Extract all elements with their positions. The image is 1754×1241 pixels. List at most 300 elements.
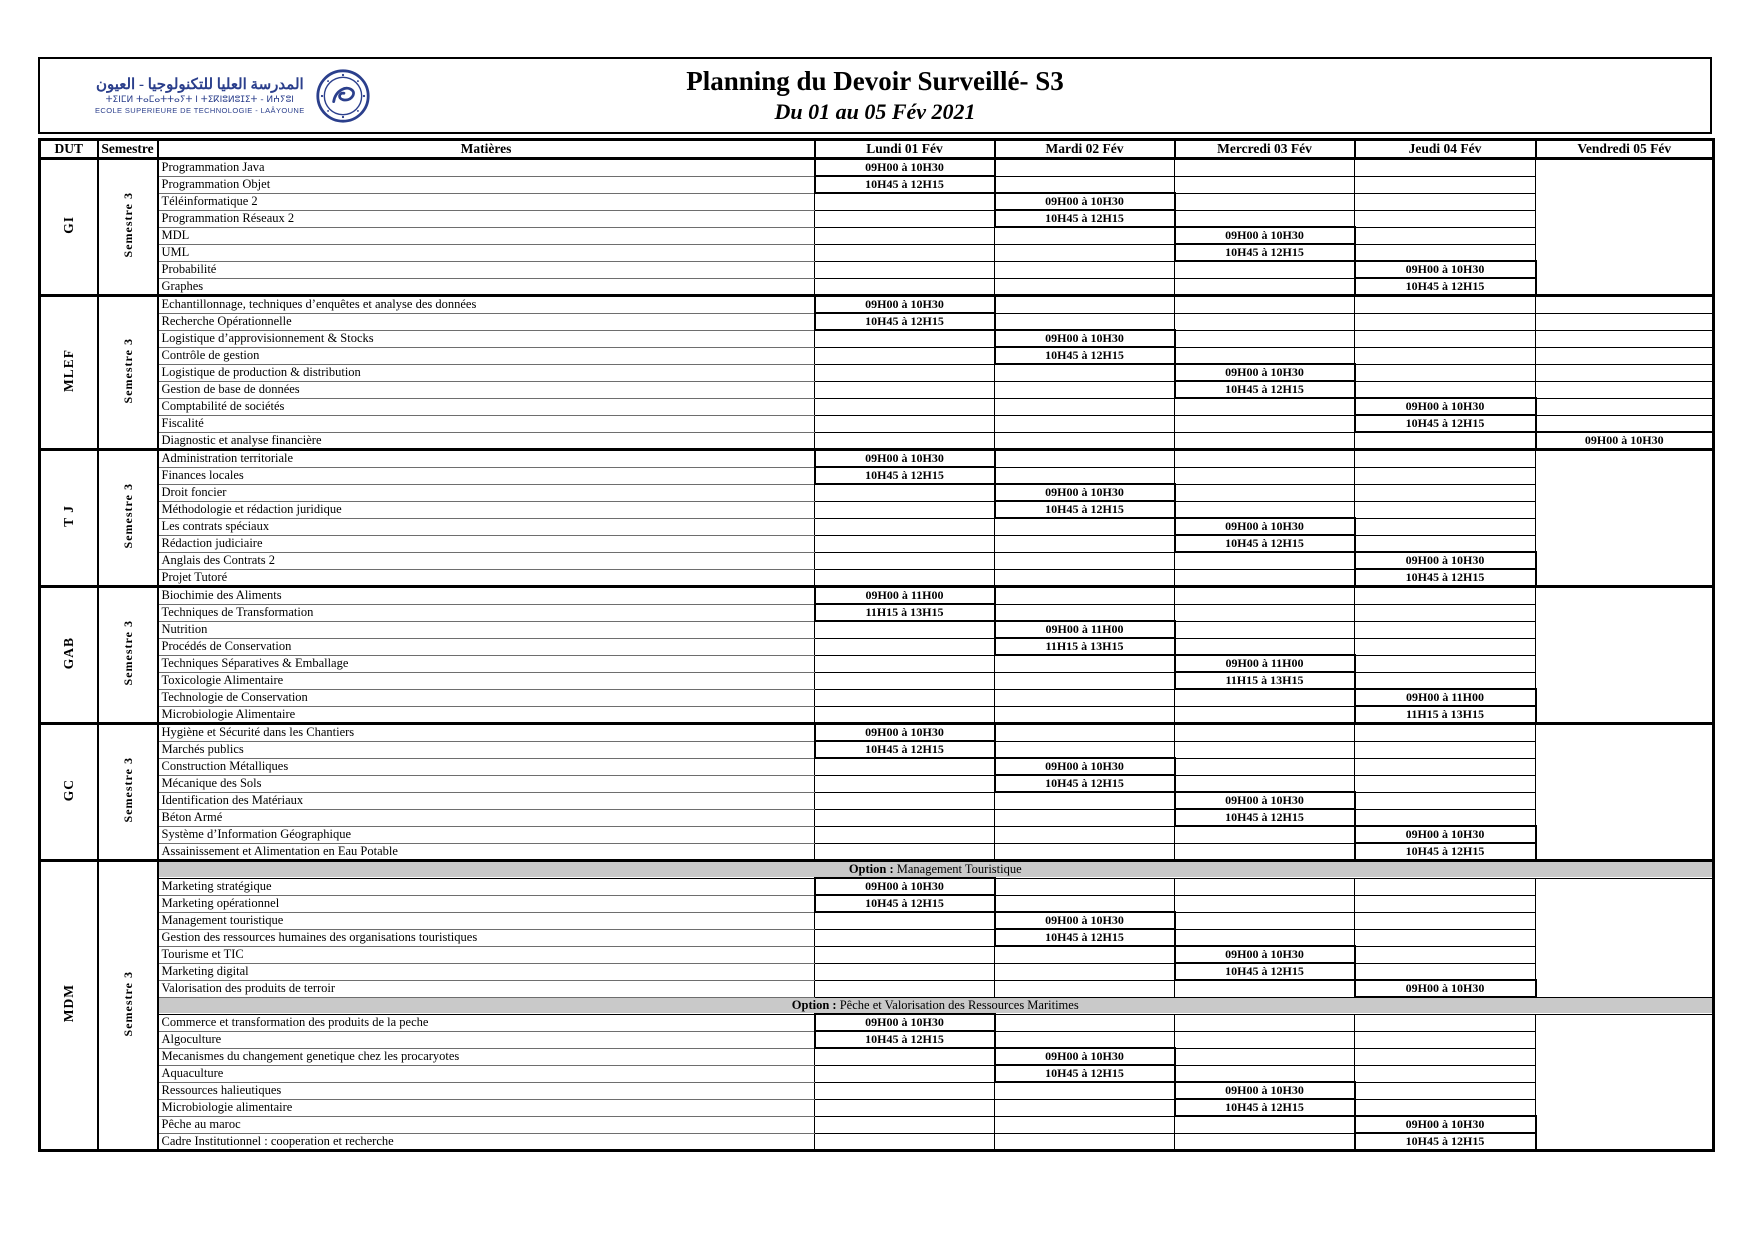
table-row: [40, 364, 1714, 381]
column-header: Semestre: [98, 140, 158, 159]
matiere-cell: Fiscalité: [158, 415, 815, 432]
day-cell: [1355, 193, 1536, 210]
day-cell: [815, 432, 995, 450]
option-prefix: Option :: [791, 998, 837, 1012]
matiere-cell: Algoculture: [158, 1031, 815, 1048]
day-cell: [815, 672, 995, 689]
matiere-cell: Diagnostic et analyse financière: [158, 432, 815, 450]
day-cell: [1536, 364, 1714, 381]
time-cell: 09H00 à 10H30: [995, 758, 1175, 775]
day-cell: [1175, 330, 1355, 347]
table-row: [40, 432, 1714, 450]
day-cell: [815, 963, 995, 980]
matiere-cell: Marketing digital: [158, 963, 815, 980]
table-row: [40, 878, 1714, 895]
time-cell: 09H00 à 10H30: [995, 1048, 1175, 1065]
day-cell: [995, 946, 1175, 963]
day-cell: [995, 655, 1175, 672]
day-cell: [1175, 347, 1355, 364]
matiere-cell: Technologie de Conservation: [158, 689, 815, 706]
semestre-cell: [98, 450, 158, 587]
table-row: [40, 843, 1714, 861]
time-cell: 09H00 à 10H30: [995, 912, 1175, 929]
day-cell: [815, 501, 995, 518]
column-header: DUT: [40, 140, 98, 159]
matiere-cell: Nutrition: [158, 621, 815, 638]
day-cell: [995, 244, 1175, 261]
time-cell: 10H45 à 12H15: [995, 210, 1175, 227]
day-cell: [1175, 159, 1355, 177]
time-cell: 10H45 à 12H15: [815, 741, 995, 758]
day-cell: [1355, 159, 1536, 177]
day-cell: [1355, 912, 1536, 929]
matiere-cell: Rédaction judiciaire: [158, 535, 815, 552]
matiere-cell: Logistique d’approvisionnement & Stocks: [158, 330, 815, 347]
day-cell: [995, 843, 1175, 861]
table-row: [40, 159, 1714, 177]
time-cell: 09H00 à 11H00: [995, 621, 1175, 638]
day-cell: [1175, 432, 1355, 450]
matiere-cell: Marketing stratégique: [158, 878, 815, 895]
day-cell: [1175, 587, 1355, 605]
day-cell: [815, 980, 995, 997]
table-row: [40, 244, 1714, 261]
dut-cell: [40, 724, 98, 861]
time-cell: 10H45 à 12H15: [995, 1065, 1175, 1082]
matiere-cell: Techniques Séparatives & Emballage: [158, 655, 815, 672]
matiere-cell: Anglais des Contrats 2: [158, 552, 815, 569]
table-row: [40, 518, 1714, 535]
semestre-cell: [98, 724, 158, 861]
table-row: [40, 176, 1714, 193]
dut-label: MLEF: [61, 349, 76, 392]
day-cell: [1355, 467, 1536, 484]
matiere-cell: Les contrats spéciaux: [158, 518, 815, 535]
day-cell: [1175, 552, 1355, 569]
time-cell: 09H00 à 10H30: [1355, 1116, 1536, 1133]
day-cell: [815, 792, 995, 809]
table-row: [40, 261, 1714, 278]
day-cell: [1355, 724, 1536, 742]
time-cell: 10H45 à 12H15: [1355, 278, 1536, 296]
day-cell: [1536, 415, 1714, 432]
day-cell: [1355, 638, 1536, 655]
day-cell: [815, 946, 995, 963]
option-label: Management Touristique: [893, 862, 1022, 876]
time-cell: 11H15 à 13H15: [995, 638, 1175, 655]
day-cell: [1536, 347, 1714, 364]
matiere-cell: Management touristique: [158, 912, 815, 929]
day-cell: [1175, 706, 1355, 724]
day-cell: [1355, 313, 1536, 330]
friday-merged-cell: [1536, 724, 1714, 861]
day-cell: [995, 980, 1175, 997]
table-row: [40, 655, 1714, 672]
day-cell: [815, 826, 995, 843]
table-row: [40, 895, 1714, 912]
day-cell: [1355, 176, 1536, 193]
day-cell: [815, 330, 995, 347]
day-cell: [995, 176, 1175, 193]
time-cell: 09H00 à 10H30: [1355, 398, 1536, 415]
day-cell: [1355, 878, 1536, 895]
day-cell: [1175, 929, 1355, 946]
time-cell: 09H00 à 10H30: [1355, 261, 1536, 278]
day-cell: [1175, 758, 1355, 775]
column-header: Mercredi 03 Fév: [1175, 140, 1355, 159]
matiere-cell: Ressources halieutiques: [158, 1082, 815, 1099]
table-row: [40, 450, 1714, 468]
table-row: [40, 1116, 1714, 1133]
time-cell: 09H00 à 10H30: [815, 296, 995, 314]
day-cell: [995, 227, 1175, 244]
matiere-cell: Microbiologie alimentaire: [158, 1099, 815, 1116]
time-cell: 09H00 à 10H30: [1536, 432, 1714, 450]
table-row: [40, 347, 1714, 364]
table-row: [40, 826, 1714, 843]
semestre-label: Semestre 3: [120, 757, 135, 823]
day-cell: [995, 467, 1175, 484]
matiere-cell: Biochimie des Aliments: [158, 587, 815, 605]
day-cell: [815, 244, 995, 261]
title-box: [38, 57, 1712, 134]
day-cell: [1175, 878, 1355, 895]
day-cell: [1175, 980, 1355, 997]
day-cell: [995, 381, 1175, 398]
day-cell: [1175, 1065, 1355, 1082]
day-cell: [1355, 364, 1536, 381]
column-header: Vendredi 05 Fév: [1536, 140, 1714, 159]
day-cell: [995, 1031, 1175, 1048]
time-cell: 09H00 à 11H00: [815, 587, 995, 605]
day-cell: [815, 843, 995, 861]
time-cell: 10H45 à 12H15: [815, 176, 995, 193]
semestre-label: Semestre 3: [120, 483, 135, 549]
day-cell: [815, 227, 995, 244]
table-row: [40, 227, 1714, 244]
time-cell: 10H45 à 12H15: [815, 467, 995, 484]
day-cell: [995, 313, 1175, 330]
matiere-cell: Identification des Matériaux: [158, 792, 815, 809]
day-cell: [995, 450, 1175, 468]
day-cell: [815, 398, 995, 415]
option-cell: [158, 861, 1714, 879]
table-row: [40, 415, 1714, 432]
day-cell: [1175, 296, 1355, 314]
day-cell: [815, 1116, 995, 1133]
school-logo: [95, 68, 371, 124]
day-cell: [815, 809, 995, 826]
friday-merged-cell: [1536, 587, 1714, 724]
day-cell: [1355, 296, 1536, 314]
matiere-cell: Logistique de production & distribution: [158, 364, 815, 381]
column-header: Matières: [158, 140, 815, 159]
matiere-cell: Finances locales: [158, 467, 815, 484]
dut-label: T J: [61, 505, 76, 527]
day-cell: [1536, 381, 1714, 398]
day-cell: [1355, 946, 1536, 963]
matiere-cell: Comptabilité de sociétés: [158, 398, 815, 415]
day-cell: [995, 1116, 1175, 1133]
day-cell: [1355, 655, 1536, 672]
time-cell: 10H45 à 12H15: [815, 1031, 995, 1048]
day-cell: [815, 775, 995, 792]
matiere-cell: Gestion des ressources humaines des organisations touristiques: [158, 929, 815, 946]
day-cell: [1355, 381, 1536, 398]
day-cell: [1355, 432, 1536, 450]
table-row: [40, 689, 1714, 706]
table-row: [40, 467, 1714, 484]
time-cell: 09H00 à 10H30: [1355, 552, 1536, 569]
day-cell: [1175, 210, 1355, 227]
semestre-cell: [98, 861, 158, 1151]
table-row: [40, 775, 1714, 792]
table-row: [40, 193, 1714, 210]
dut-cell: [40, 159, 98, 296]
friday-merged-cell: [1536, 159, 1714, 296]
day-cell: [1175, 467, 1355, 484]
friday-merged-cell: [1536, 1014, 1714, 1151]
day-cell: [995, 1133, 1175, 1151]
day-cell: [1175, 261, 1355, 278]
option-row: [40, 997, 1714, 1014]
table-row: [40, 1082, 1714, 1099]
matiere-cell: Gestion de base de données: [158, 381, 815, 398]
day-cell: [815, 484, 995, 501]
table-row: [40, 980, 1714, 997]
day-cell: [815, 929, 995, 946]
time-cell: 09H00 à 10H30: [1175, 946, 1355, 963]
day-cell: [815, 621, 995, 638]
day-cell: [815, 261, 995, 278]
day-cell: [1175, 1014, 1355, 1031]
day-cell: [1355, 963, 1536, 980]
day-cell: [815, 347, 995, 364]
day-cell: [815, 1065, 995, 1082]
day-cell: [815, 912, 995, 929]
day-cell: [1355, 587, 1536, 605]
matiere-cell: Techniques de Transformation: [158, 604, 815, 621]
day-cell: [1355, 792, 1536, 809]
table-row: [40, 1065, 1714, 1082]
day-cell: [815, 689, 995, 706]
matiere-cell: Administration territoriale: [158, 450, 815, 468]
semestre-cell: [98, 296, 158, 450]
time-cell: 09H00 à 10H30: [1175, 364, 1355, 381]
semestre-cell: [98, 159, 158, 296]
time-cell: 09H00 à 11H00: [1175, 655, 1355, 672]
day-cell: [1175, 1116, 1355, 1133]
time-cell: 11H15 à 13H15: [1175, 672, 1355, 689]
dut-label: GI: [61, 216, 76, 234]
time-cell: 10H45 à 12H15: [1355, 1133, 1536, 1151]
day-cell: [1355, 501, 1536, 518]
time-cell: 09H00 à 10H30: [815, 724, 995, 742]
matiere-cell: Tourisme et TIC: [158, 946, 815, 963]
time-cell: 10H45 à 12H15: [815, 895, 995, 912]
time-cell: 09H00 à 10H30: [995, 484, 1175, 501]
day-cell: [815, 535, 995, 552]
option-cell: [158, 997, 1714, 1014]
matiere-cell: Hygiène et Sécurité dans les Chantiers: [158, 724, 815, 742]
matiere-cell: Assainissement et Alimentation en Eau Potable: [158, 843, 815, 861]
time-cell: 11H15 à 13H15: [1355, 706, 1536, 724]
time-cell: 10H45 à 12H15: [1355, 415, 1536, 432]
table-row: [40, 672, 1714, 689]
table-row: [40, 912, 1714, 929]
table-row: [40, 1031, 1714, 1048]
table-row: [40, 809, 1714, 826]
matiere-cell: Projet Tutoré: [158, 569, 815, 587]
semestre-label: Semestre 3: [120, 970, 135, 1037]
day-cell: [1355, 1099, 1536, 1116]
day-cell: [1355, 535, 1536, 552]
table-row: [40, 1048, 1714, 1065]
table-row: [40, 1133, 1714, 1151]
day-cell: [1536, 398, 1714, 415]
matiere-cell: UML: [158, 244, 815, 261]
day-cell: [1355, 895, 1536, 912]
option-row: [40, 861, 1714, 879]
table-row: [40, 741, 1714, 758]
day-cell: [1175, 895, 1355, 912]
option-prefix: Option :: [848, 862, 894, 876]
day-cell: [1175, 912, 1355, 929]
day-cell: [1355, 244, 1536, 261]
matiere-cell: Microbiologie Alimentaire: [158, 706, 815, 724]
table-row: [40, 552, 1714, 569]
time-cell: 09H00 à 10H30: [815, 1014, 995, 1031]
day-cell: [815, 552, 995, 569]
friday-merged-cell: [1536, 878, 1714, 997]
day-cell: [815, 210, 995, 227]
time-cell: 09H00 à 10H30: [1355, 980, 1536, 997]
school-name-block: [95, 76, 305, 115]
column-header: Lundi 01 Fév: [815, 140, 995, 159]
time-cell: 11H15 à 13H15: [815, 604, 995, 621]
matiere-cell: Aquaculture: [158, 1065, 815, 1082]
time-cell: 10H45 à 12H15: [1175, 381, 1355, 398]
matiere-cell: Marchés publics: [158, 741, 815, 758]
dut-cell: [40, 450, 98, 587]
day-cell: [995, 792, 1175, 809]
matiere-cell: Programmation Objet: [158, 176, 815, 193]
day-cell: [1175, 638, 1355, 655]
matiere-cell: Procédés de Conservation: [158, 638, 815, 655]
dut-cell: [40, 861, 98, 1151]
school-name-arabic: المدرسة العليا للتكنولوجيا - العيون: [95, 77, 304, 94]
day-cell: [1355, 330, 1536, 347]
day-cell: [815, 569, 995, 587]
column-header: Jeudi 04 Fév: [1355, 140, 1536, 159]
day-cell: [995, 552, 1175, 569]
day-cell: [815, 655, 995, 672]
table-row: [40, 604, 1714, 621]
table-row: [40, 1099, 1714, 1116]
day-cell: [1355, 672, 1536, 689]
table-row: [40, 313, 1714, 330]
dut-cell: [40, 296, 98, 450]
matiere-cell: Graphes: [158, 278, 815, 296]
day-cell: [1175, 1031, 1355, 1048]
day-cell: [1175, 176, 1355, 193]
matiere-cell: Béton Armé: [158, 809, 815, 826]
time-cell: 10H45 à 12H15: [1175, 535, 1355, 552]
semestre-label: Semestre 3: [120, 192, 135, 258]
time-cell: 09H00 à 11H00: [1355, 689, 1536, 706]
day-cell: [1355, 621, 1536, 638]
day-cell: [995, 895, 1175, 912]
day-cell: [1355, 741, 1536, 758]
day-cell: [1355, 347, 1536, 364]
day-cell: [1355, 1082, 1536, 1099]
time-cell: 10H45 à 12H15: [1355, 843, 1536, 861]
time-cell: 09H00 à 10H30: [995, 330, 1175, 347]
day-cell: [995, 741, 1175, 758]
day-cell: [1355, 210, 1536, 227]
table-row: [40, 1014, 1714, 1031]
time-cell: 10H45 à 12H15: [995, 775, 1175, 792]
matiere-cell: Pêche au maroc: [158, 1116, 815, 1133]
day-cell: [1175, 484, 1355, 501]
matiere-cell: Probabilité: [158, 261, 815, 278]
time-cell: 09H00 à 10H30: [815, 878, 995, 895]
time-cell: 10H45 à 12H15: [995, 347, 1175, 364]
table-row: [40, 330, 1714, 347]
page-subtitle: Du 01 au 05 Fév 2021: [774, 99, 976, 124]
table-row: [40, 535, 1714, 552]
day-cell: [815, 638, 995, 655]
day-cell: [815, 1099, 995, 1116]
time-cell: 09H00 à 10H30: [1175, 1082, 1355, 1099]
table-row: [40, 569, 1714, 587]
day-cell: [1175, 450, 1355, 468]
day-cell: [1355, 1065, 1536, 1082]
day-cell: [1175, 604, 1355, 621]
day-cell: [815, 278, 995, 296]
matiere-cell: Droit foncier: [158, 484, 815, 501]
day-cell: [1175, 569, 1355, 587]
table-row: [40, 929, 1714, 946]
school-name-tifinagh: ⵜⵉⵏⵎⵍ ⵜⴰⵎⴰⵜⵜⴰⵢⵜ ⵏ ⵜⵉⴽⵏⵓⵍⵓⵊⵉⵜ - ⵍⵄⵢⵓⵏ: [105, 95, 294, 106]
matiere-cell: Recherche Opérationnelle: [158, 313, 815, 330]
day-cell: [815, 758, 995, 775]
day-cell: [1175, 1133, 1355, 1151]
day-cell: [1175, 843, 1355, 861]
day-cell: [995, 689, 1175, 706]
day-cell: [995, 1082, 1175, 1099]
day-cell: [995, 415, 1175, 432]
table-row: [40, 484, 1714, 501]
day-cell: [1355, 518, 1536, 535]
day-cell: [1175, 415, 1355, 432]
table-row: [40, 758, 1714, 775]
day-cell: [815, 1048, 995, 1065]
matiere-cell: Programmation Réseaux 2: [158, 210, 815, 227]
day-cell: [1175, 501, 1355, 518]
day-cell: [995, 432, 1175, 450]
time-cell: 10H45 à 12H15: [1355, 569, 1536, 587]
time-cell: 09H00 à 10H30: [815, 450, 995, 468]
table-row: [40, 398, 1714, 415]
day-cell: [1355, 227, 1536, 244]
day-cell: [995, 826, 1175, 843]
day-cell: [1355, 1048, 1536, 1065]
matiere-cell: Valorisation des produits de terroir: [158, 980, 815, 997]
day-cell: [995, 261, 1175, 278]
day-cell: [815, 364, 995, 381]
day-cell: [815, 1133, 995, 1151]
